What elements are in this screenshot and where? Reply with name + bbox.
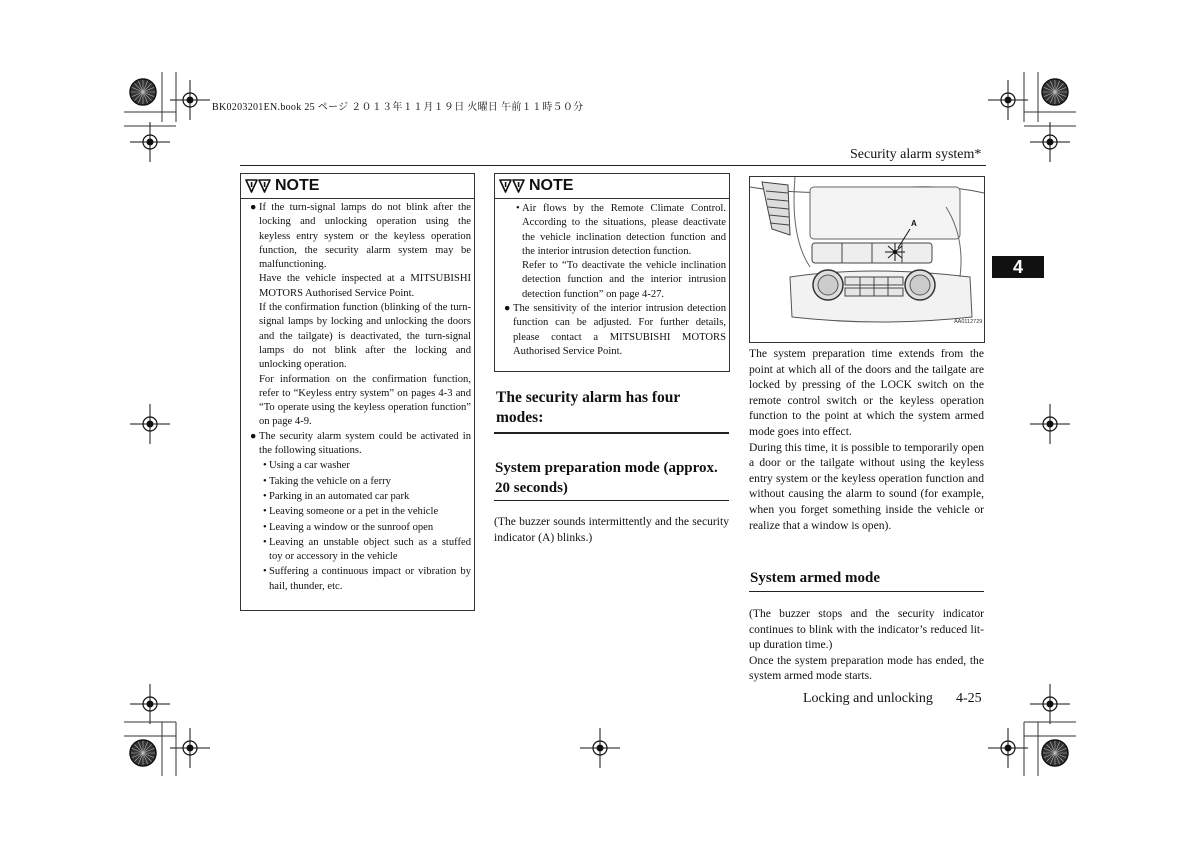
note-paragraph: Air flows by the Remote Climate Control. According to the situations, please deactivate the vehicle inclination detection function and the interior intrusion detection function. [522, 203, 726, 257]
note-body [241, 199, 474, 598]
list-item: • Leaving someone or a pet in the vehicle [263, 506, 439, 518]
header-rule [240, 165, 986, 166]
note-header [495, 174, 729, 199]
note-label: NOTE [529, 177, 574, 194]
list-item: • Using a car washer [263, 460, 350, 472]
bullet-dot-icon: ● [250, 202, 257, 213]
note-paragraph: If the confirmation function (blinking of the turn-signal lamps by locking and unlocking the doors and the tailgate) is deactivated, the turn-signal lamps do not blink after the locking and unlocking operation. [259, 302, 471, 371]
paragraph: The system preparation time extends from the point at which all of the doors and the tailgate are locked by pressing of the LOCK switch on the remote control switch or the keyless operation function to the point at which the system armed mode goes into effect. [749, 347, 984, 438]
heading-rule [749, 591, 984, 592]
heading-rule [494, 500, 729, 501]
caution-hand-icon [245, 178, 271, 194]
note-label: NOTE [275, 177, 320, 194]
paragraph: (The buzzer stops and the security indicator continues to blink with the indicator’s reduced lit-up duration time.) [749, 607, 984, 652]
heading-prep-mode: System preparation mode (approx. 20 seconds) [495, 460, 718, 496]
note-bullet [504, 302, 726, 359]
paragraph: Once the system preparation mode has ended, the system armed mode starts. [749, 653, 984, 683]
note-box-1 [240, 173, 475, 611]
list-item: • Taking the vehicle on a ferry [263, 475, 391, 487]
caution-hand-icon [499, 178, 525, 194]
list-item: • Parking in an automated car park [263, 490, 410, 502]
note-paragraph: The sensitivity of the interior intrusion detection function can be adjusted. For further details, please contact a MITSUBISHI MOTORS Authorised Service Point. [513, 303, 726, 357]
page-header-title: Security alarm system* [850, 147, 982, 162]
note-bullet [250, 201, 471, 430]
prep-mode-text: (The buzzer sounds intermittently and the security indicator (A) blinks.) [494, 515, 729, 544]
page-number: 4-25 [956, 691, 982, 706]
note-body [495, 199, 729, 363]
note-paragraph: Refer to “To deactivate the vehicle inclination detection function and the interior intrusion detection function” on page 4-27. [522, 260, 726, 300]
note-bullet [250, 430, 471, 594]
print-info: BK0203201EN.book 25 ページ ２０１３年１１月１９日 火曜日 午前１１時５０分 [212, 102, 584, 113]
note-box-2 [494, 173, 730, 372]
bullet-dot-icon: ● [250, 430, 257, 442]
section-heading-four-modes: The security alarm has four modes: [496, 389, 680, 426]
armed-mode-text [749, 606, 984, 684]
list-item: • Suffering a continuous impact or vibration by hail, thunder, etc. [263, 566, 471, 592]
list-item: • Leaving an unstable object such as a stuffed toy or accessory in the vehicle [263, 536, 471, 563]
heading-armed-mode: System armed mode [750, 570, 880, 586]
note-paragraph: The security alarm system could be activated in the following situations. [259, 430, 471, 457]
footer-section: Locking and unlocking [803, 691, 933, 706]
list-item: • Air flows by the Remote Climate Control. According to the situations, please deactivate the vehicle inclination detection function and the interior intrusion detection function. Refer to “To deactivate the vehicle inclination detection function and the interior intrusion detection function” on page 4-27. [504, 202, 726, 302]
list-item: • Leaving a window or the sunroof open [263, 521, 434, 533]
figure-code: AA0112729 [954, 319, 983, 325]
paragraph: During this time, it is possible to temporarily open a door or the tailgate without using the keyless entry system or the keyless operation function and without causing the alarm to sound (for example, when you forget something inside the vehicle or realize that a window is open). [749, 440, 984, 532]
note-paragraph: Have the vehicle inspected at a MITSUBISHI MOTORS Authorised Service Point. [259, 273, 471, 299]
dashboard-figure [749, 176, 985, 343]
figure-label-a: A [911, 219, 917, 228]
heading-rule [494, 432, 729, 434]
chapter-tab: 4 [992, 256, 1044, 278]
note-header [241, 174, 474, 199]
note-paragraph: If the turn-signal lamps do not blink after the locking and unlocking operation using the keyless entry system or the keyless operation function, the security alarm system may be malfunctioning. [259, 202, 471, 271]
bullet-dot-icon: ● [504, 303, 511, 315]
note-paragraph: For information on the confirmation function, refer to “Keyless entry system” on pages 4-3 and “To operate using the keyless operation function” on page 4-9. [259, 373, 471, 428]
right-column-text [749, 346, 984, 533]
